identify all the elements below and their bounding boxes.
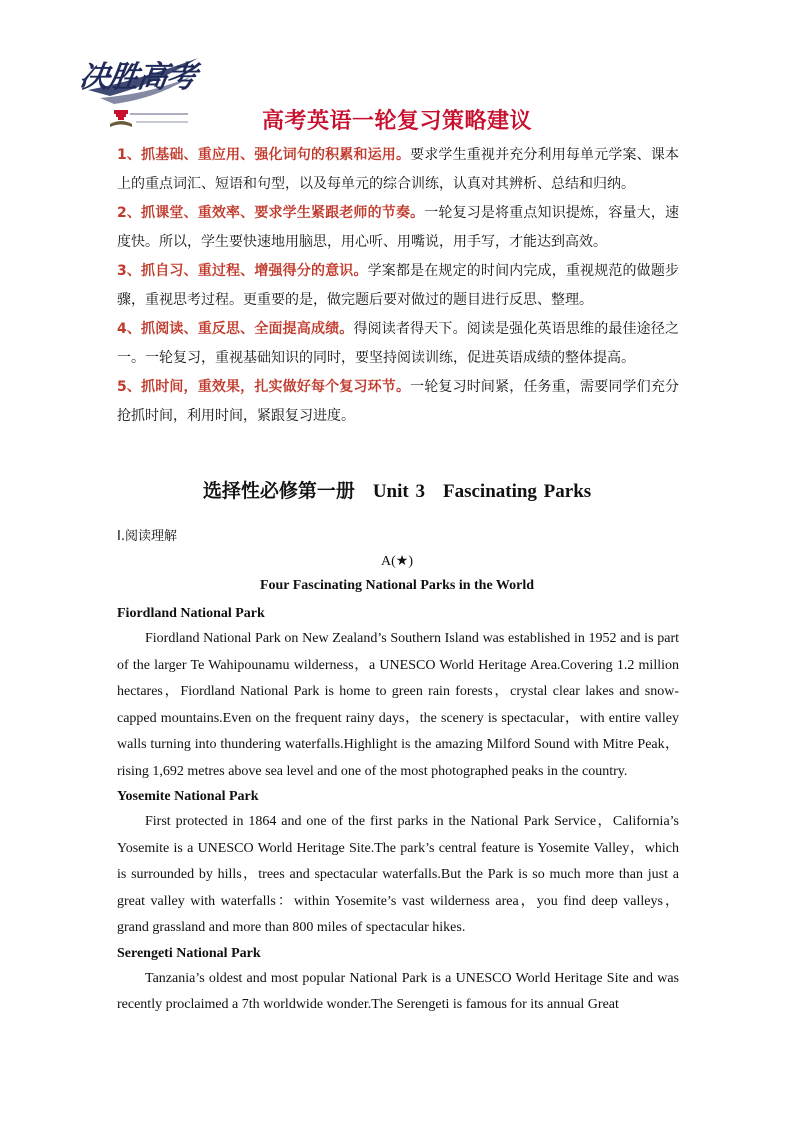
tip-highlight: 1、抓基础、重应用、强化词句的积累和运用。 — [117, 147, 411, 163]
tip-5 — [117, 373, 679, 431]
strategy-tips — [117, 141, 679, 431]
tip-highlight: 4、抓阅读、重反思、全面提高成绩。 — [117, 321, 354, 337]
park-paragraph: Fiordland National Park on New Zealand’s Southern Island was established in 1952 and is part of the larger Te Wahipounamu wilderness，a UNESCO World Heritage Area.Covering 1.2 million hectares，Fiordland National Park is home to green rain forests，crystal clear lakes and snow-capped mountains.Even on the frequent rainy days，the scenery is spectacular，with entire valley walls turning into thundering waterfalls.Highlight is the amazing Milford Sound with Mitre Peak，rising 1,692 metres above sea level and one of the most photographed peaks in the country. — [117, 631, 679, 779]
tip-3 — [117, 257, 679, 315]
tip-body: 要求学生重视并充分利用每单元学案、课本上的重点词汇、短语和句型，以及每单元的综合训练，认真对其辨析、总结和归纳。 — [117, 147, 679, 192]
park-heading: Fiordland National Park — [117, 606, 265, 621]
tip-body: 得阅读者得天下。阅读是强化英语思维的最佳途径之一。一轮复习，重视基础知识的同时，要坚持阅读训练，促进英语成绩的整体提高。 — [117, 321, 679, 366]
park-heading: Serengeti National Park — [117, 945, 261, 961]
tip-highlight: 3、抓自习、重过程、增强得分的意识。 — [117, 263, 368, 279]
main-title: 高考英语一轮复习策略建议 — [261, 109, 532, 134]
tip-body: 一轮复习时间紧，任务重，需要同学们充分抢抓时间，利用时间，紧跟复习进度。 — [117, 379, 679, 424]
tip-2 — [117, 199, 679, 257]
park-heading: Yosemite National Park — [117, 789, 259, 804]
tip-body: 学案都是在规定的时间内完成，重视规范的做题步骤，重视思考过程。更重要的是，做完题后要对做过的题目进行反思、整理。 — [117, 263, 679, 308]
unit-number: Unit 3 — [372, 481, 425, 502]
park-paragraph: Tanzania’s oldest and most popular National Park is a UNESCO World Heritage Site and was recently proclaimed a 7th worldwide wonder.The Serengeti is famous for its annual Great — [117, 970, 679, 1012]
tip-1 — [117, 141, 679, 199]
section-label: Ⅰ.阅读理解 — [117, 529, 177, 544]
tip-body: 一轮复习是将重点知识提炼，容量大，速度快。所以，学生要快速地用脑思，用心听、用嘴说，用手写，才能达到高效。 — [117, 205, 679, 250]
tip-highlight: 5、抓时间，重效果，扎实做好每个复习环节。 — [117, 379, 411, 395]
unit-topic: Fascinating Parks — [442, 481, 592, 502]
unit-book: 选择性必修第一册 — [202, 481, 355, 502]
unit-title — [0, 476, 794, 503]
tip-highlight: 2、抓课堂、重效率、要求学生紧跟老师的节奏。 — [117, 205, 425, 221]
passage-title: Four Fascinating National Parks in the World — [259, 578, 535, 593]
logo-text: 决胜高考 — [77, 60, 198, 95]
tip-4 — [117, 315, 679, 373]
passage-label: A(★) — [381, 554, 413, 569]
article-body — [117, 602, 679, 1019]
park-paragraph: First protected in 1864 and one of the first parks in the National Park Service，California’s Yosemite is a UNESCO World Heritage Site.The park’s central feature is Yosemite Valley，which is surrounded by hills，trees and spectacular waterfalls.But the Park is so much more than just a great valley with waterfalls：within Yosemite’s vast wilderness area，you find deep valleys，grand grassland and more than 800 miles of spectacular hikes. — [117, 814, 679, 935]
